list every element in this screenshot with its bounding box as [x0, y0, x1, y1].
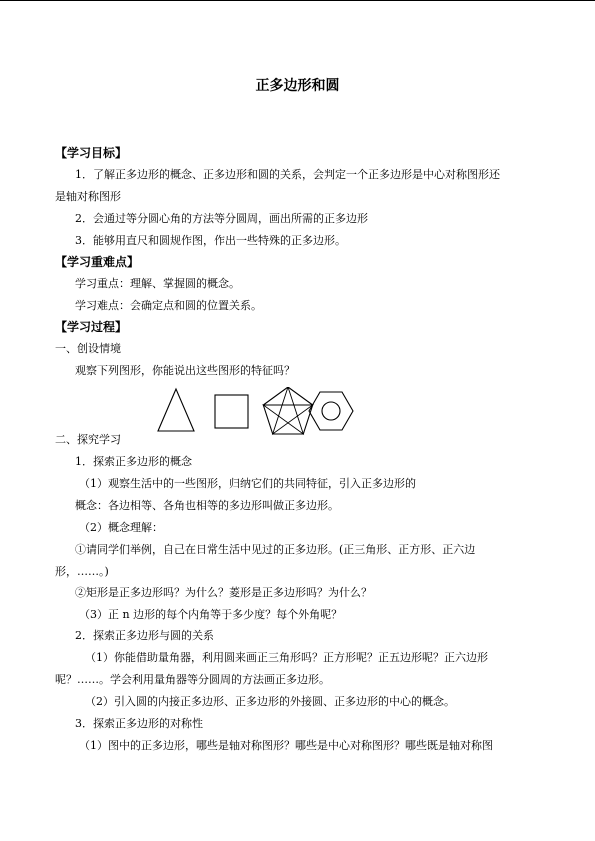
goal-1-line-1: 1．了解正多边形的概念、正多边形和圆的关系，会判定一个正多边形是中心对称图形还 — [75, 168, 500, 181]
section-3-para-1: （1）图中的正多边形，哪些是轴对称图形？哪些是中心对称图形？哪些既是轴对称图 — [79, 739, 493, 752]
section-2-para-1-line-1: （1）你能借助量角器，利用圆来画正三角形吗？正方形呢？正五边形呢？正六边形 — [85, 651, 488, 664]
part-1-text: 观察下列图形，你能说出这些图形的特征吗？ — [75, 364, 295, 377]
goal-2: 2．会通过等分圆心角的方法等分圆周，画出所需的正多边形 — [75, 212, 368, 225]
key-points-heading: 【学习重难点】 — [55, 255, 140, 269]
goals-heading: 【学习目标】 — [55, 146, 128, 160]
goal-1-line-2: 是轴对称图形 — [55, 190, 121, 203]
process-heading: 【学习过程】 — [55, 320, 128, 334]
section-2-para-2: （2）引入圆的内接正多边形、正多边形的外接圆、正多边形的中心的概念。 — [85, 695, 455, 708]
section-1-definition: 概念：各边相等、各角也相等的多边形叫做正多边形。 — [75, 499, 339, 512]
part-1-title: 一、创设情境 — [55, 342, 121, 355]
square-icon — [215, 395, 248, 428]
section-1-para-2: （2）概念理解： — [79, 521, 163, 534]
section-1-title: 1．探索正多边形的概念 — [75, 455, 192, 468]
key-point-difficulty: 学习难点：会确定点和圆的位置关系。 — [75, 299, 262, 312]
key-point-focus: 学习重点：理解、掌握圆的概念。 — [75, 277, 240, 290]
section-3-title: 3．探索正多边形的对称性 — [75, 717, 203, 730]
section-1-question-1-line-1: ①请同学们举例，自己在日常生活中见过的正多边形。(正三角形、正方形、正六边 — [75, 543, 476, 556]
section-1-question-3: （3）正 n 边形的每个内角等于多少度？每个外角呢？ — [79, 608, 343, 621]
section-1-para-1: （1）观察生活中的一些图形，归纳它们的共同特征，引入正多边形的 — [79, 477, 416, 490]
page-title: 正多边形和圆 — [255, 78, 340, 94]
section-1-question-2: ②矩形是正多边形吗？为什么？菱形是正多边形吗？为什么？ — [75, 586, 372, 599]
section-2-title: 2．探索正多边形与圆的关系 — [75, 629, 214, 642]
pentagon-star-icon — [263, 387, 312, 434]
section-1-question-1-line-2: 形，……。) — [55, 565, 109, 578]
hexagon-circle-icon — [309, 392, 353, 430]
part-2-title: 二、探究学习 — [55, 433, 121, 446]
triangle-icon — [158, 389, 194, 431]
section-2-para-1-line-2: 呢？……。学会利用量角器等分圆周的方法画正多边形。 — [55, 673, 330, 686]
page-top-rule — [0, 0, 595, 1]
goal-3: 3．能够用直尺和圆规作图，作出一些特殊的正多边形。 — [75, 234, 346, 247]
regular-polygon-figures — [157, 387, 367, 443]
